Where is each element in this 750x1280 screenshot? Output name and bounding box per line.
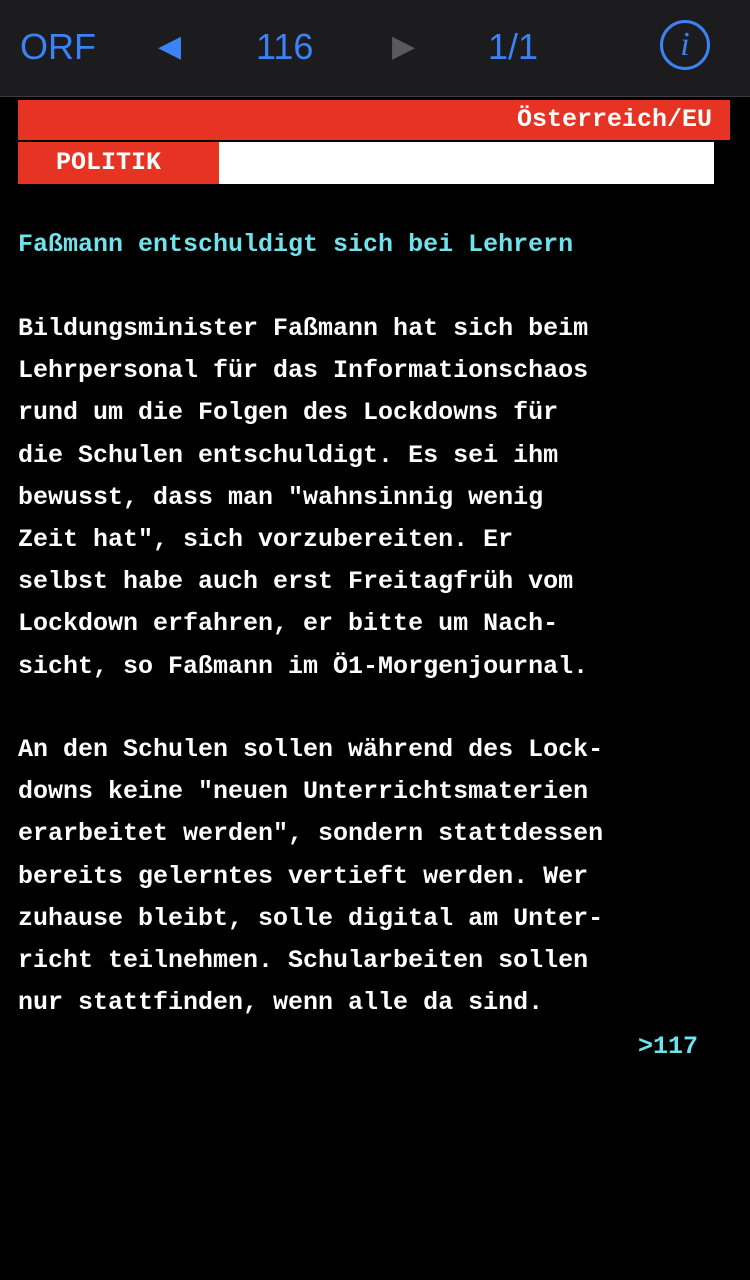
- navigation-bar: [0, 0, 750, 97]
- previous-page-icon[interactable]: ◀: [158, 30, 182, 63]
- orf-home-button[interactable]: ORF: [20, 26, 96, 67]
- section-label: POLITIK: [18, 142, 219, 184]
- article-headline: Faßmann entschuldigt sich bei Lehrern: [18, 230, 574, 259]
- subpage-indicator[interactable]: 1/1: [488, 26, 539, 67]
- next-page-icon[interactable]: ▶: [392, 30, 416, 63]
- article-paragraph-1: Bildungsminister Faßmann hat sich beim Lehrpersonal für das Informationschaos rund um die Folgen des Lockdowns für die Schulen entschuldigt. Es sei ihm bewusst, dass man "wahnsinnig wenig Zeit hat", sich vorzubereiten. Er selbst habe auch erst Freitagfrüh vom Lockdown erfahren, er bitte um Nach- sicht, so Faßmann im Ö1-Morgenjournal.: [18, 314, 589, 681]
- page-number-button[interactable]: 116: [256, 26, 314, 67]
- section-bar-fill: [219, 142, 714, 184]
- info-icon[interactable]: i: [660, 20, 710, 70]
- next-page-link[interactable]: >117: [638, 1032, 699, 1061]
- article-paragraph-2: An den Schulen sollen während des Lock- downs keine "neuen Unterrichtsmaterien erarbeitet werden", sondern stattdessen bereits gelerntes vertieft werden. Wer zuhause bleibt, solle digital am Unter- richt teilnehmen. Schularbeiten sollen nur stattfinden, wenn alle da sind.: [18, 735, 604, 1018]
- region-header: Österreich/EU: [18, 100, 730, 140]
